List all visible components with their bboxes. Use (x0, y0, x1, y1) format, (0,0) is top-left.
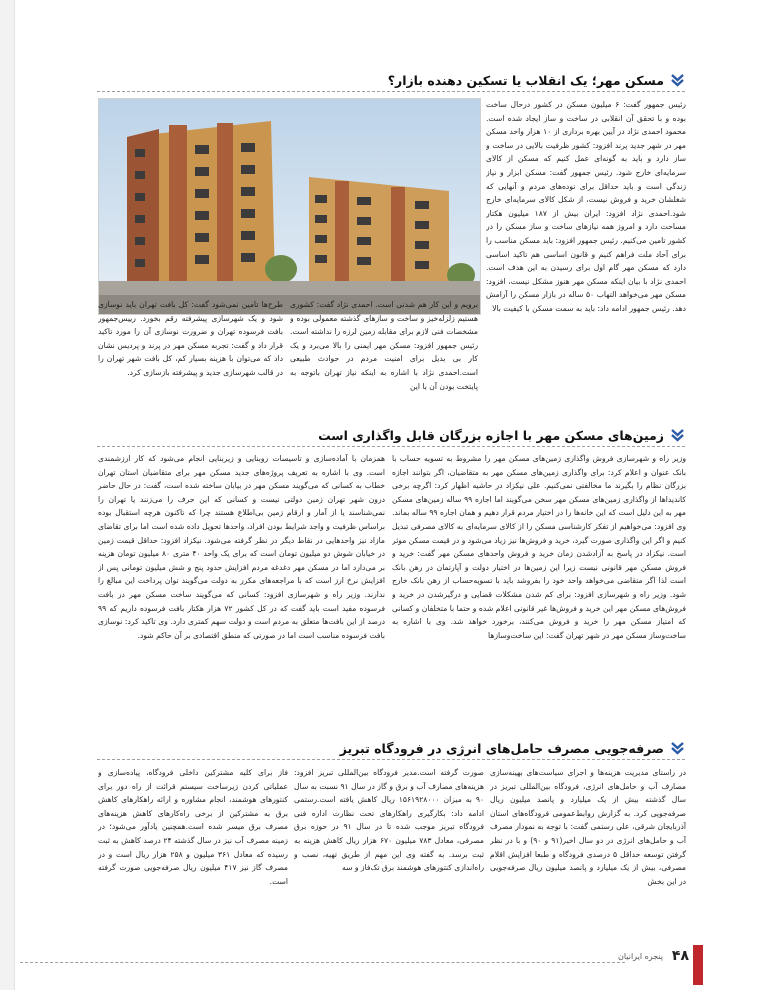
page-edge (0, 0, 15, 990)
double-chevron-icon (670, 428, 685, 443)
section-1-intro-text: رئیس جمهور گفت: ۶ میلیون مسکن در کشور درحال ساخت بوده و با تحقق آن انقلابی در ساخت و ساز ایجاد شده است. محمود احمدی نژاد در آیین بهره برداری از ۱۰ هزار واحد مسکن مهر در شهر جدید پرند افزود: کشور ظرفیت بالایی در ساخت و ساز دارد و باید به گونه‌ای عمل کنیم که مسکن از کالای سرمایه‌ای خارج شود. رئیس جمهور گفت: مسکن ابزار و نیاز زندگی است و باید حداقل برای توده‌های مردم و آنهایی که شغلشان خرید و فروش نیست، از شکل کالای سرمایه‌ای خارج شود.احمدی نژاد افزود: ایران بیش از ۱۸۷ میلیون هکتار مساحت دارد و امروز همه نیازهای ساخت و ساز مسکن را در کشور تامین می‌کنیم. رئیس جمهور افزود: باید مسکن مناسب را برای آحاد ملت فراهم کنیم و قانون اساسی هم تاکید اساسی دارد که مسکن مهر گام اول برای رسیدن به این هدف است. احمدی نژاد با بیان اینکه مسکن مهر هنوز مشکل نیست، افزود: مسکن مهر می‌خواهد التهاب ۵۰ ساله در بازار مسکن را آرامش دهد. رئیس جمهور ادامه داد: باید به سمت مسکن با کیفیت بالا (486, 100, 686, 313)
section-1-middle-text: برویم و این کار هم شدنی است. احمدی نژاد گفت: کشوری هستیم زلزله‌خیز و ساخت و سازهای گذشته معمولی بوده و مشخصات فنی لازم برای مقابله زمین لرزه را نداشته است. رئیس جمهور افزود: مسکن مهر ایمنی را بالا می‌برد و یک کار بی بدیل برای امنیت مردم در حوادث طبیعی است.احمدی نژاد با اشاره به اینکه نیاز تهران باتوجه به پایتخت بودن آن با این (290, 300, 478, 391)
section-3-right-text: در راستای مدیریت هزینه‌ها و اجرای سیاست‌های بهینه‌سازی مصارف آب و حامل‌های انرژی، فرودگاه بین‌المللی تبریز در سال گذشته بیش از یک میلیارد و پانصد میلیون ریال صرفه‌جویی کرد. به گزارش روابط‌عمومی فرودگاه‌های استان آذربایجان شرقی، علی رستمی گفت: با توجه به نمودار مصرف آب و حامل‌های انرژی در دو سال اخیر(۹۱ و ۹۰) و با در نظر گرفتن توسعه حداقل ۵ درصدی فرودگاه و طبعا افزایش اقلام مصرفی، بیش از یک میلیارد و پانصد میلیون ریال صرفه‌جویی در این بخش (490, 768, 686, 886)
footer-rule (20, 962, 625, 963)
section-1-column-middle (290, 298, 478, 416)
section-1-title: مسکن مهر؛ یک انقلاب یا تسکین دهنده بازار؟ (387, 72, 664, 88)
section-3-rule (97, 759, 685, 760)
section-1-rule (97, 91, 685, 92)
double-chevron-icon (670, 741, 685, 756)
page-tab (693, 945, 703, 985)
section-2-left-text: همزمان با آماده‌سازی و تاسیسات روبنایی و زیربنایی انجام می‌شود که کار ارزشمندی است. وی با اشاره به تعریف پروژه‌های جدید مسکن مهر برای متقاضیان استان تهران خطاب به کسانی که می‌گویند مسکن مهر در بیابان ساخته شده است، گفت: در حال حاضر درون شهر تهران زمین دولتی نیست و کسانی که این حرف را می‌زنند یا تهران را نمی‌شناسند یا از آمار و ارقام زمین بی‌اطلاع هستند چرا که تاکنون هرچه استقبال بوده براساس ظرفیت و واجد شرایط بودن افراد، واحدها تحویل داده شده است اما برای تقاضای مازاد نیز واحدهایی در نقاط دیگر در نظر گرفته می‌شود. نیکزاد افزود: حداقل قیمت زمین در خیابان شوش دو میلیون تومان است که برای یک واحد ۴۰ متری ۸۰ میلیون تومان هزینه بر می‌دارد اما در مسکن مهر دغدغه مردم افزایش حدود پنج و شش میلیون تومانی پس از افزایش نرخ ارز است که با مراجعه‌های مکرر به دولت می‌گویند توان پرداخت این مبالغ را ندارند. وزیر راه و شهرسازی افزود: کسانی که می‌گویند ساخت مسکن مهر در بافت فرسوده مفید است باید گفت که در کل کشور ۷۲ هزار هکتار بافت فرسوده داریم که ۹۹ درصد از این بافت‌ها متعلق به مردم است و دولت سهم کمتری دارد. وی تاکید کرد: نوسازی بافت فرسوده مناسب است اما در صورتی که منطق اقتصادی بر آن حاکم شود. (98, 454, 385, 640)
section-3-title: صرفه‌جویی مصرف حامل‌های انرژی در فرودگاه تبریز (339, 740, 664, 756)
section-2-column-right (392, 452, 686, 734)
section-1-intro-column (486, 98, 686, 470)
section-3-left-text: فاز برای کلیه مشترکین داخلی فرودگاه، پیاده‌سازی و عملیاتی کردن زیرساخت سیستم قرائت از راه دور برای کنتورهای هوشمند، انجام مشاوره و ارائه راهکارهای کاهش برق به مشترکین از برخی راه‌کارهای کاهش هزینه‌های مصرف برق میسر شده است.همچنین یادآور می‌شود؛ در زمینه مصرف آب نیز در سال گذشته ۲۴ درصد کاهش به ثبت رسیده که معادل ۳۶۱ میلیون و ۲۵۸ هزار ریال است و در مصرف گاز نیز ۴۱۷ میلیون ریال صرفه‌جویی صورت گرفته است. (98, 768, 288, 886)
page-number: ۴۸ (671, 948, 689, 964)
section-3-middle-text: صورت گرفته است.مدیر فرودگاه بین‌المللی تبریز افزود: هزینه‌های مصارف آب و برق و گاز در سال ۹۱ نسبت به سال ۹۰ به میزان ۱۵۶۱۹۲۸۰۰۰ ریال کاهش یافته است.رستمی ادامه داد: بکارگیری راهکارهای تحت نظارت اداره فنی فرودگاه تبریز موجب شده تا در سال ۹۱ در حوزه برق مصرفی، معادل ۷۸۳ میلیون ۶۷۰ هزار ریال کاهش هزینه به ثبت برسد. به گفته وی این مهم از طریق تهیه، نصب و راه‌اندازی کنتورهای هوشمند برق تک‌فاز و سه (294, 768, 484, 873)
section-3-column-right (490, 766, 686, 932)
section-2-column-left (98, 452, 385, 734)
section-3-column-middle (294, 766, 484, 932)
section-2-right-text: وزیر راه و شهرسازی فروش واگذاری زمین‌های مسکن مهر را مشروط به تسویه حساب با بانک عنوان و اعلام کرد: برای واگذاری زمین‌های مسکن مهر به متقاضیان، اگر بتوانند اجازه بزرگان نظام را بگیرند ما مخالفتی نمی‌کنیم. علی نیکزاد در حاشیه اظهار کرد: اگرچه برخی کاندیداها از واگذاری زمین‌های مسکن مهر سخن می‌گویند اما اجاره ۹۹ ساله زمین‌های مسکن مهر به این دلیل است که این خانه‌ها را در اختیار مردم قرار دهیم و همان اجاره ۹۹ ساله بماند. وی افزود: می‌خواهیم از تفکر کارشناسی مسکن را از کالای سرمایه‌ای به کالای مصرفی تبدیل کنیم و اگر این واگذاری صورت گیرد، خرید و فروش‌ها نیز زیاد می‌شود و در قیمت مسکن موثر است. نیکزاد در پاسخ به آزادشدن زمان خرید و فروش واحدهای مسکن مهر گفت: خرید و فروش مسکن مهر قانونی نیست زیرا این زمین‌ها در اختیار دولت و آپارتمان در رهن بانک است لذا اگر متقاضی می‌خواهد واحد خود را بفروشد باید با تسویه‌حساب از رهن بانک خارج شود. وزیر راه و شهرسازی افزود: برای کم شدن مشکلات قضایی و درگیرشدن در خرید و فروش‌های مسکن مهر این خرید و فروش‌ها غیر قانونی اعلام شده و حتما با متخلفان و کسانی که امتیاز مسکن مهر را خرید و فروش می‌کنند، برخورد خواهد شد. وی با اشاره به ساخت‌وساز مسکن مهر در شهر تهران گفت: این ساخت‌وسازها (392, 454, 686, 640)
apartment-buildings-photo (98, 98, 481, 315)
section-3-heading (340, 738, 685, 758)
section-2-rule (97, 446, 685, 447)
section-1-left-text: طرح‌ها تامین نمی‌شود گفت: کل بافت تهران باید نوسازی شود و یک شهرسازی پیشرفته رقم بخورد. رییس‌جمهور بافت فرسوده تهران و ضرورت نوسازی آن را مورد تاکید قرار داد و گفت: تجربه مسکن مهر در پرند و پردیس نشان داد که می‌توان با هزینه بسیار کم، کل بافت شهر تهران را در قالب شهرسازی جدید و پیشرفته بازسازی کرد. (98, 300, 283, 377)
magazine-name: پنجره ایرانیان (618, 952, 663, 961)
double-chevron-icon (670, 73, 685, 88)
section-3-column-left (98, 766, 288, 932)
section-1-heading (388, 70, 685, 90)
section-1-column-left (98, 298, 283, 416)
section-2-title: زمین‌های مسکن مهر با اجازه بزرگان قابل واگذاری است (318, 427, 664, 443)
section-2-heading (318, 425, 685, 445)
